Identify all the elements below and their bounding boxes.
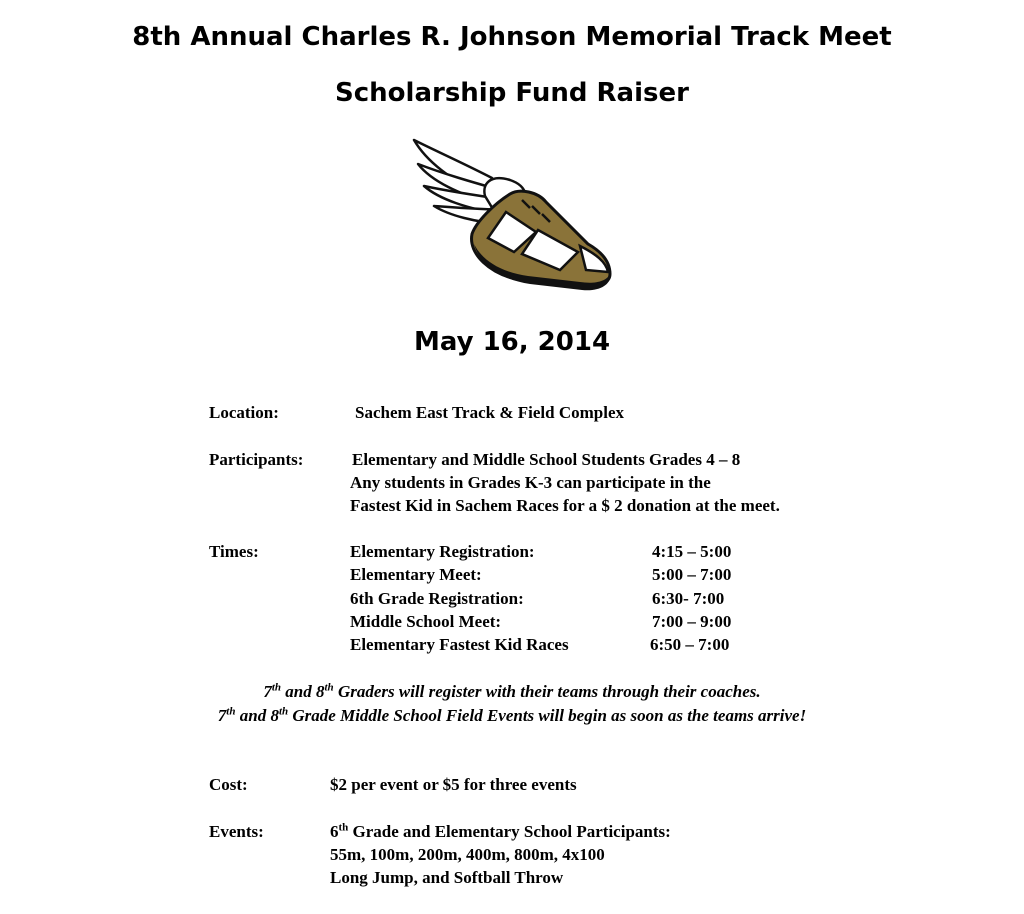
- page-subtitle: Scholarship Fund Raiser: [335, 78, 689, 108]
- time-row-time: 4:15 – 5:00: [652, 542, 732, 561]
- time-row-event: Elementary Registration:: [350, 542, 535, 561]
- participants-label: Participants:: [209, 450, 304, 469]
- field-events-note: 7th and 8th Grade Middle School Field Events will begin as soon as the teams arrive!: [217, 705, 807, 725]
- event-date: May 16, 2014: [413, 327, 611, 357]
- location-value: Sachem East Track & Field Complex: [355, 403, 624, 422]
- times-label: Times:: [209, 542, 259, 561]
- page-title: 8th Annual Charles R. Johnson Memorial Track Meet: [132, 22, 892, 52]
- time-row-time: 5:00 – 7:00: [652, 565, 732, 584]
- time-row-event: Elementary Fastest Kid Races: [350, 635, 569, 654]
- participants-line: Any students in Grades K-3 can participate in the: [350, 473, 711, 492]
- time-row-time: 7:00 – 9:00: [652, 612, 732, 631]
- events-line: 55m, 100m, 200m, 400m, 800m, 4x100: [330, 845, 605, 864]
- time-row-time: 6:30- 7:00: [652, 589, 725, 608]
- participants-line: Fastest Kid in Sachem Races for a $ 2 donation at the meet.: [350, 496, 780, 515]
- winged-shoe-icon: [410, 134, 615, 294]
- registration-note: 7th and 8th Graders will register with their teams through their coaches.: [263, 681, 761, 701]
- time-row-event: Middle School Meet:: [350, 612, 502, 631]
- participants-line: Elementary and Middle School Students Grades 4 – 8: [352, 450, 741, 469]
- cost-label: Cost:: [209, 775, 248, 794]
- events-line: Long Jump, and Softball Throw: [330, 868, 564, 887]
- cost-value: $2 per event or $5 for three events: [330, 775, 577, 794]
- events-label: Events:: [209, 822, 264, 841]
- location-label: Location:: [209, 403, 279, 422]
- time-row-event: Elementary Meet:: [350, 565, 482, 584]
- time-row-time: 6:50 – 7:00: [650, 635, 730, 654]
- events-line: 6th Grade and Elementary School Participants:: [330, 821, 671, 841]
- time-row-event: 6th Grade Registration:: [350, 589, 524, 608]
